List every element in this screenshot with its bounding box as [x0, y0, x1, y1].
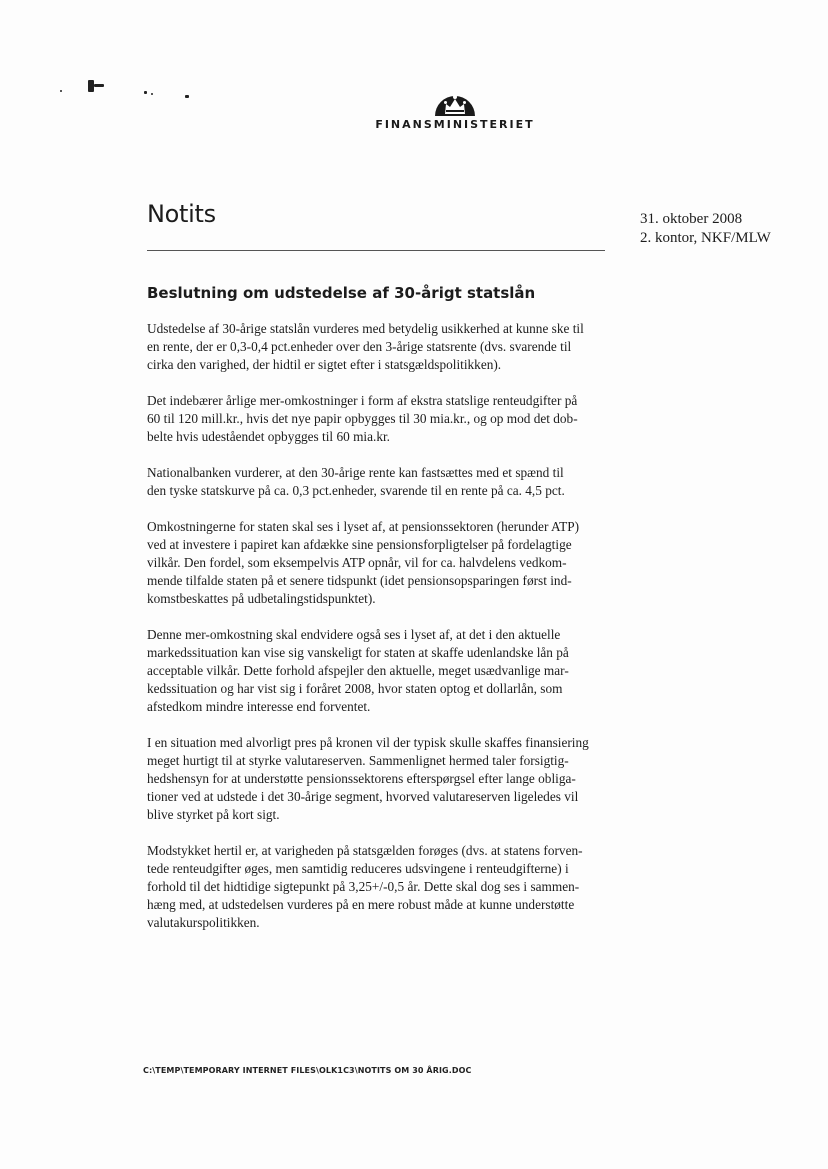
text-line: hedshensyn for at understøtte pensionssektorens efterspørgsel efter lange obliga- [147, 771, 576, 786]
text-line: blive styrket på kort sigt. [147, 807, 280, 822]
text-line: Modstykket hertil er, at varigheden på statsgælden forøges (dvs. at statens forven- [147, 843, 583, 858]
text-line: meget hurtigt til at styrke valutareserven. Sammenlignet hermed taler forsigtig- [147, 753, 569, 768]
text-line: Omkostningerne for staten skal ses i lyset af, at pensionssektoren (herunder ATP) [147, 519, 580, 534]
scan-specks [60, 78, 200, 102]
text-line: Denne mer-omkostning skal endvidere også ses i lyset af, at det i den aktuelle [147, 627, 561, 642]
text-line: Udstedelse af 30-årige statslån vurderes med betydelig usikkerhed at kunne ske til [147, 321, 584, 336]
text-line: tede renteudgifter øges, men samtidig reduceres udsvingene i renteudgifterne) i [147, 861, 569, 876]
text-line: forhold til det hidtidige sigtepunkt på 3,25+/-0,5 år. Dette skal dog ses i sammen- [147, 879, 580, 894]
text-line: markedssituation kan vise sig vanskeligt for staten at skaffe udenlandske lån på [147, 645, 569, 660]
text-line: 60 til 120 mill.kr., hvis det nye papir opbygges til 30 mia.kr., og op mod det dob- [147, 411, 578, 426]
paragraph [147, 842, 637, 932]
text-line: Nationalbanken vurderer, at den 30-årige rente kan fastsættes med et spænd til [147, 465, 564, 480]
ministry-logo [360, 88, 550, 140]
paragraph [147, 734, 637, 824]
ministry-name: FINANSMINISTERIET [375, 118, 535, 131]
text-line: tioner ved at udstede i det 30-årige segment, hvorved valutareserven ligeledes vil [147, 789, 579, 804]
paragraph [147, 518, 637, 608]
text-line: Det indebærer årlige mer-omkostninger i form af ekstra statslige renteudgifter på [147, 393, 578, 408]
title-divider [147, 250, 605, 251]
text-line: valutakurspolitikken. [147, 915, 260, 930]
document-meta [640, 210, 771, 248]
text-line: hæng med, at udstedelsen vurderes på en mere robust måde at kunne understøtte [147, 897, 575, 912]
document-title: Notits [147, 200, 216, 228]
text-line: afstedkom mindre interesse end forventet. [147, 699, 371, 714]
text-line: komstbeskattes på udbetalingstidspunktet). [147, 591, 376, 606]
text-line: kedssituation og har vist sig i foråret 2008, hvor staten optog et dollarlån, som [147, 681, 563, 696]
text-line: den tyske statskurve på ca. 0,3 pct.enheder, svarende til en rente på ca. 4,5 pct. [147, 483, 565, 498]
text-line: ved at investere i papiret kan afdække sine pensionsforpligtelser på fordelagtige [147, 537, 572, 552]
document-body [147, 320, 637, 950]
text-line: I en situation med alvorligt pres på kronen vil der typisk skulle skaffes finansiering [147, 735, 589, 750]
text-line: belte hvis udeståendet opbygges til 60 mia.kr. [147, 429, 390, 444]
text-line: en rente, der er 0,3-0,4 pct.enheder over den 3-årige statsrente (dvs. svarende til [147, 339, 572, 354]
document-date: 31. oktober 2008 [640, 211, 743, 227]
paragraph [147, 320, 637, 374]
document-office: 2. kontor, NKF/MLW [640, 230, 771, 246]
paragraph [147, 392, 637, 446]
paragraph [147, 626, 637, 716]
file-path-footer: C:\TEMP\TEMPORARY INTERNET FILES\OLK1C3\NOTITS OM 30 ÅRIG.DOC [143, 1066, 472, 1075]
text-line: acceptable vilkår. Dette forhold afspejler den aktuelle, meget usædvanlige mar- [147, 663, 569, 678]
crown-icon [433, 88, 477, 116]
document-subject: Beslutning om udstedelse af 30-årigt statslån [147, 284, 536, 302]
text-line: mende tilfalde staten på et senere tidspunkt (idet pensionsopsparingen først ind- [147, 573, 572, 588]
paragraph [147, 464, 637, 500]
text-line: vilkår. Den fordel, som eksempelvis ATP opnår, vil for ca. halvdelens vedkom- [147, 555, 567, 570]
text-line: cirka den varighed, der hidtil er sigtet efter i statsgældspolitikken). [147, 357, 502, 372]
